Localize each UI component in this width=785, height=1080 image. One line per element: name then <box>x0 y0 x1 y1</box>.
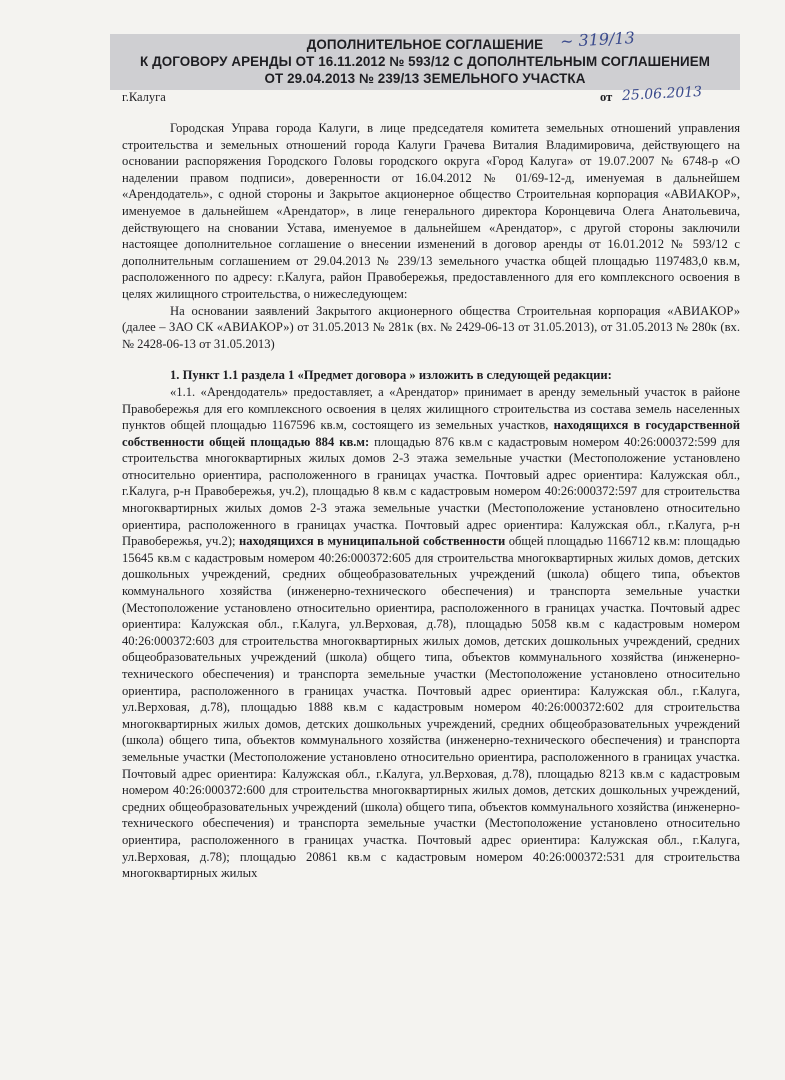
handwritten-registration-number: ~ 319/13 <box>559 28 636 51</box>
section-1-text-b: площадью 876 кв.м с кадастровым номером 40:26:000372:599 для строительства многоквартирных жилых домов 2-3 этажа земельные участки (Местоположение установлено относительно ориентира, расположенного в границах участка. Почтовый адрес ориентира: Калужская обл., г.Калуга, р-н Правобережья, уч.2), площадью 8 кв.м с кадастровым номером 40:26:000372:597 для строительства многоквартирных жилых домов 2-3 этажа земельные участки (Местоположение установлено относительно ориентира, расположенного в границах участка. Почтовый адрес ориентира: Калужская обл., г.Калуга, р-н Правобережья, уч.2); <box>122 434 740 549</box>
section-1-text <box>122 384 740 882</box>
date-label: от <box>600 90 613 104</box>
document-title <box>110 34 740 90</box>
section-1-text-c: общей площадью 1166712 кв.м: площадью 15645 кв.м с кадастровым номером 40:26:000372:605 для строительства многоквартирных жилых домов, детских дошкольных учреждений, средних общеобразовательных учреждений (школа) общего типа, объектов коммунального хозяйства (инженерно-технического обеспечения) и транспорта земельные участки (Местоположение установлено относительно ориентира, расположенного в границах участка. Почтовый адрес ориентира: Калужская обл., г.Калуга, ул.Верховая, д.78), площадью 5058 кв.м с кадастровым номером 40:26:000372:603 для строительства многоквартирных жилых домов, детских дошкольных учреждений, средних общеобразовательных учреждений (школа) общего типа, объектов коммунального хозяйства (инженерно-технического обеспечения) и транспорта земельные участки (Местоположение установлено относительно ориентира, расположенного в границах участка. Почтовый адрес ориентира: Калужская обл., г.Калуга, ул.Верховая, д.78), площадью 1888 кв.м с кадастровым номером 40:26:000372:602 для строительства многоквартирных жилых домов, детских дошкольных учреждений, средних общеобразовательных учреждений (школа) общего типа, объектов коммунального хозяйства (инженерно-технического обеспечения) и транспорта земельные участки (Местоположение установлено относительно ориентира, расположенного в границах участка. Почтовый адрес ориентира: Калужская обл., г.Калуга, ул.Верховая, д.78), площадью 8213 кв.м с кадастровым номером 40:26:000372:600 для строительства многоквартирных жилых домов, детских дошкольных учреждений, средних общеобразовательных учреждений (школа) общего типа, объектов коммунального хозяйства (инженерно-технического обеспечения) и транспорта земельные участки (Местоположение установлено относительно ориентира, расположенного в границах участка. Почтовый адрес ориентира: Калужская обл., г.Калуга, ул.Верховая, д.78); площадью 20861 кв.м с кадастровым номером 40:26:000372:531 для строительства многоквартирных жилых <box>122 534 740 881</box>
section-1-bold-a: находящихся в государственной собственности общей площадью 884 кв.м: <box>122 418 741 449</box>
handwritten-date: 25.06.2013 <box>621 83 703 105</box>
section-1-bold-b: находящихся в муниципальной собственности <box>238 534 506 549</box>
document-body <box>122 120 740 882</box>
city-label: г.Калуга <box>122 90 166 104</box>
intro-paragraph-2: На основании заявлений Закрытого акционерного общества Строительная корпорация «АВИАКОР» (далее – ЗАО СК «АВИАКОР») от 31.05.2013 № 281к (вх. № 2429-06-13 от 31.05.2013), от 31.05.2013 № 280к (вх. № 2428-06-13 от 31.05.2013) <box>122 303 740 351</box>
title-line-2: К ДОГОВОРУ АРЕНДЫ ОТ 16.11.2012 № 593/12 С ДОПОЛНТЕЛЬНЫМ СОГЛАШЕНИЕМ <box>140 54 710 69</box>
section-1-title: 1. Пункт 1.1 раздела 1 «Предмет договора » изложить в следующей редакции: <box>170 368 612 383</box>
intro-paragraph-1: Городская Управа города Калуги, в лице председателя комитета земельных отношений управления строительства и земельных отношений города Калуги Грачева Виталия Владимировича, действующего на основании распоряжения Городского Головы городского округа «Город Калуга» от 19.07.2007 № 6748-р «О наделении правом подписи», доверенности от 16.04.2012 № 01/69-12-д, именуемая в дальнейшем «Арендодатель», с одной стороны и Закрытое акционерное общество Строительная корпорация «АВИАКОР», именуемое в дальнейшем «Арендатор», в лице генерального директора Коронцевича Олега Анатольевича, действующего на сновании Устава, именуемое в дальнейшем «Арендатор», с другой стороны заключили настоящее дополнительное соглашение о внесении изменений в договор аренды от 16.01.2012 № 593/12 с дополнительным соглашением от 29.04.2013 № 239/13 земельного участка общей площадью 1197483,0 кв.м, расположенного по адресу: г.Калуга, район Правобережья, предоставленного для его комплексного освоения в целях жилищного строительства, о нижеследующем: <box>122 121 740 301</box>
title-line-1: ДОПОЛНИТЕЛЬНОЕ СОГЛАШЕНИЕ <box>306 37 544 52</box>
section-1-text-a: «1.1. «Арендодатель» предоставляет, а «Арендатор» принимает в аренду земельный участок в районе Правобережья для его комплексного освоения в целях жилищного строительства из состава земель населенных пунктов общей площадью 1167596 кв.м, состоящего из земельных участков, <box>122 384 740 433</box>
title-line-3: ОТ 29.04.2013 № 239/13 ЗЕМЕЛЬНОГО УЧАСТКА <box>264 71 586 86</box>
